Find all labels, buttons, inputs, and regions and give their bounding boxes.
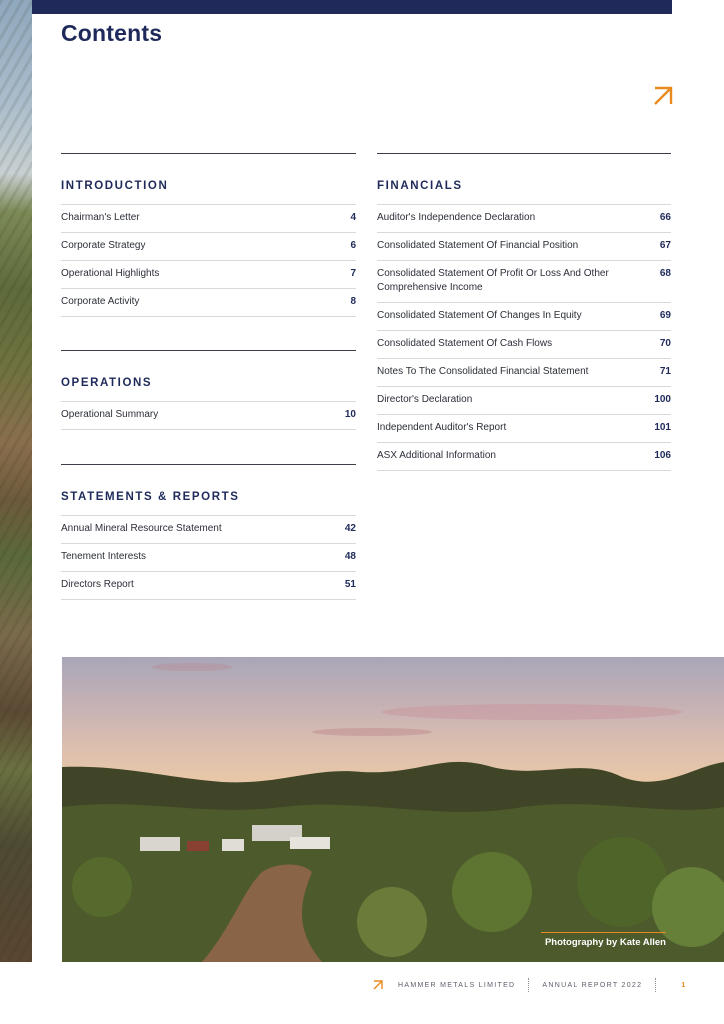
toc-entry[interactable] [377, 414, 671, 442]
landscape-illustration [62, 657, 724, 962]
toc-entry-title: Directors Report [61, 579, 134, 590]
toc-entry-title: Notes To The Consolidated Financial Statement [377, 366, 589, 377]
toc-entry-title: Independent Auditor's Report [377, 422, 507, 433]
arrow-up-right-icon [652, 85, 674, 107]
toc-entry[interactable] [61, 260, 356, 288]
footer-separator [528, 978, 529, 992]
toc-entry-title: Annual Mineral Resource Statement [61, 523, 222, 534]
toc-entry-title: Operational Summary [61, 409, 159, 420]
toc-entry-page-number: 66 [659, 212, 671, 223]
top-banner-bar [32, 0, 672, 14]
page-footer [372, 975, 687, 995]
section-operations [61, 350, 356, 430]
toc-entry[interactable] [377, 386, 671, 414]
section-financials [377, 153, 671, 471]
toc-entry-page-number: 51 [344, 579, 356, 590]
footer-company: HAMMER METALS LIMITED [398, 981, 516, 989]
photo-credit: Photography by Kate Allen [541, 932, 666, 948]
toc-entry-title: Consolidated Statement Of Profit Or Loss And Other Comprehensive Income [377, 268, 609, 293]
section-introduction [61, 153, 356, 317]
toc-entry[interactable] [377, 204, 671, 232]
footer-separator [655, 978, 656, 992]
toc-list-financials [377, 204, 671, 471]
toc-entry[interactable] [377, 330, 671, 358]
section-divider [61, 464, 356, 465]
section-statements-reports [61, 464, 356, 600]
section-divider [61, 153, 356, 154]
section-heading-statements: STATEMENTS & REPORTS [61, 491, 240, 503]
toc-entry[interactable] [61, 515, 356, 543]
toc-entry-title: Consolidated Statement Of Financial Position [377, 240, 579, 251]
toc-entry-page-number: 6 [350, 240, 356, 251]
toc-entry[interactable] [61, 543, 356, 571]
toc-entry[interactable] [377, 358, 671, 386]
toc-entry[interactable] [377, 442, 671, 471]
toc-entry[interactable] [377, 260, 671, 302]
section-heading-introduction: INTRODUCTION [61, 180, 169, 192]
toc-entry[interactable] [61, 288, 356, 317]
toc-entry-title: Consolidated Statement Of Changes In Equity [377, 310, 582, 321]
toc-entry[interactable] [61, 232, 356, 260]
toc-entry-title: Auditor's Independence Declaration [377, 212, 536, 223]
toc-list-statements [61, 515, 356, 600]
toc-entry[interactable] [61, 204, 356, 232]
toc-entry-title: Tenement Interests [61, 551, 147, 562]
toc-entry[interactable] [61, 571, 356, 600]
toc-entry-title: Operational Highlights [61, 268, 160, 279]
landscape-photo [62, 657, 724, 962]
toc-entry-title: ASX Additional Information [377, 450, 496, 461]
toc-entry-page-number: 100 [654, 394, 671, 405]
toc-list-introduction [61, 204, 356, 317]
toc-entry-title: Director's Declaration [377, 394, 473, 405]
page-title: Contents [61, 20, 163, 46]
section-divider [377, 153, 671, 154]
toc-entry-title: Corporate Activity [61, 296, 140, 307]
arrow-up-right-icon [372, 979, 384, 991]
toc-entry-page-number: 4 [350, 212, 356, 223]
toc-entry-page-number: 67 [659, 240, 671, 251]
toc-entry[interactable] [377, 232, 671, 260]
toc-entry[interactable] [377, 302, 671, 330]
toc-list-operations [61, 401, 356, 430]
toc-entry-title: Consolidated Statement Of Cash Flows [377, 338, 553, 349]
section-heading-operations: OPERATIONS [61, 377, 153, 389]
footer-page-number: 1 [681, 981, 687, 989]
toc-entry-page-number: 68 [659, 268, 671, 279]
toc-entry-page-number: 101 [654, 422, 671, 433]
toc-entry-page-number: 106 [654, 450, 671, 461]
toc-entry-title: Corporate Strategy [61, 240, 146, 251]
toc-entry-page-number: 42 [344, 523, 356, 534]
side-landscape-strip [0, 0, 32, 962]
toc-entry-title: Chairman's Letter [61, 212, 140, 223]
footer-report-title: ANNUAL REPORT 2022 [542, 981, 643, 989]
toc-entry-page-number: 48 [344, 551, 356, 562]
section-heading-financials: FINANCIALS [377, 180, 463, 192]
section-divider [61, 350, 356, 351]
toc-entry-page-number: 7 [350, 268, 356, 279]
toc-entry[interactable] [61, 401, 356, 430]
toc-entry-page-number: 71 [659, 366, 671, 377]
toc-entry-page-number: 10 [344, 409, 356, 420]
toc-entry-page-number: 8 [350, 296, 356, 307]
toc-entry-page-number: 70 [659, 338, 671, 349]
toc-entry-page-number: 69 [659, 310, 671, 321]
